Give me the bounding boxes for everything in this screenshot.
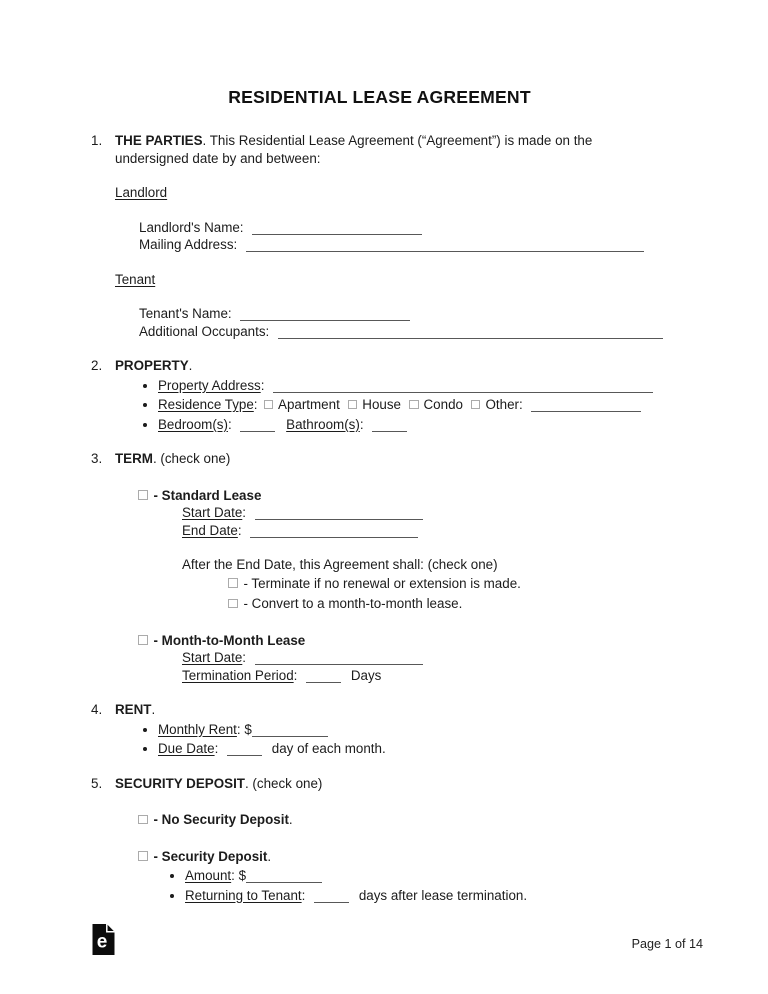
convert-option [228, 595, 668, 613]
bedroom-bathroom-row: • Bedroom(s): Bathroom(s): [158, 416, 668, 434]
section-term: 3. TERM. (check one) [91, 451, 231, 466]
section-rent: 4. RENT. [91, 702, 156, 717]
property-address-row: • Property Address: [158, 377, 668, 395]
termination-period-label: Termination Period [182, 667, 294, 683]
section-number: 3. [91, 451, 103, 466]
after-end-date-line: After the End Date, this Agreement shall: (check one) [182, 557, 498, 572]
security-deposit-option: - Security Deposit. [138, 848, 668, 866]
days-text: Days [350, 667, 382, 683]
section-property-heading: PROPERTY [115, 358, 189, 373]
tenant-name-label: Tenant's Name: [139, 306, 232, 321]
document-icon [91, 923, 116, 956]
section-number: 5. [91, 775, 103, 791]
bedrooms-label: Bedroom(s) [158, 416, 228, 432]
section-parties-intro: THE PARTIES. This Residential Lease Agreement (“Agreement”) is made on the [115, 133, 593, 148]
page-number: Page 1 of 14 [631, 937, 703, 951]
residence-type-row: • Residence Type: Apartment House Condo Other: [158, 396, 668, 414]
m2m-start-date-blank[interactable] [255, 651, 423, 665]
standard-end-date-row: End Date: [182, 522, 668, 540]
due-date-blank[interactable] [227, 742, 262, 756]
start-date-label: Start Date [182, 505, 243, 520]
section-number: 2. [91, 358, 103, 373]
deposit-amount-blank[interactable] [246, 869, 322, 883]
termination-period-row: Termination Period: Days [182, 667, 382, 683]
landlord-name-row [139, 219, 668, 237]
standard-start-date-row: Start Date: [182, 504, 668, 522]
apartment-checkbox[interactable] [264, 400, 274, 410]
section-number: 1. [91, 133, 103, 148]
other-checkbox[interactable] [471, 400, 481, 410]
returning-to-tenant-blank[interactable] [314, 889, 349, 903]
end-date-label: End Date [182, 522, 238, 538]
landlord-subheading: Landlord [115, 185, 168, 200]
standard-lease-label: - Standard Lease [153, 487, 262, 503]
mailing-address-row [139, 236, 668, 254]
termination-period-blank[interactable] [306, 669, 341, 683]
mailing-address-blank[interactable] [246, 238, 644, 252]
landlord-name-label: Landlord's Name: [139, 219, 244, 235]
convert-checkbox[interactable] [228, 599, 238, 609]
month-to-month-label: - Month-to-Month Lease [153, 632, 306, 648]
terminate-checkbox[interactable] [228, 578, 238, 588]
start-date-blank[interactable] [255, 506, 423, 520]
deposit-amount-label: Amount [185, 868, 232, 883]
no-security-deposit-label: - No Security Deposit [153, 812, 289, 827]
bathrooms-blank[interactable] [372, 418, 407, 432]
bedrooms-blank[interactable] [240, 418, 275, 432]
apartment-option-label: Apartment [278, 397, 340, 412]
other-option-label: Other: [485, 397, 523, 412]
terminate-option [228, 575, 668, 593]
security-deposit-label: - Security Deposit [153, 848, 268, 864]
returning-to-tenant-tail: days after lease termination. [358, 887, 528, 903]
end-date-blank[interactable] [250, 524, 418, 538]
month-to-month-option [138, 632, 668, 650]
property-address-label: Property Address [158, 377, 261, 393]
section-term-heading: TERM [115, 451, 153, 466]
convert-option-label: - Convert to a month-to-month lease. [243, 596, 463, 611]
house-checkbox[interactable] [348, 400, 358, 410]
section-rent-heading: RENT [115, 702, 152, 717]
landlord-name-blank[interactable] [252, 221, 422, 235]
mailing-address-label: Mailing Address: [139, 237, 238, 252]
month-to-month-checkbox[interactable] [138, 635, 148, 645]
section-parties [91, 132, 668, 167]
monthly-rent-blank[interactable] [252, 723, 328, 737]
property-address-blank[interactable] [273, 379, 653, 393]
condo-option-label: Condo [423, 397, 463, 412]
due-date-label: Due Date [158, 741, 215, 756]
section-deposit: 5. SECURITY DEPOSIT. (check one) [91, 775, 323, 791]
section-parties-heading: THE PARTIES [115, 133, 203, 148]
deposit-amount-row: • Amount: $ [185, 867, 668, 885]
additional-occupants-blank[interactable] [278, 325, 663, 339]
security-deposit-checkbox[interactable] [138, 851, 148, 861]
section-property: 2. PROPERTY. [91, 358, 193, 373]
additional-occupants-row [139, 323, 668, 341]
section-deposit-heading: SECURITY DEPOSIT [115, 775, 245, 791]
standard-lease-checkbox[interactable] [138, 490, 148, 500]
document-title: RESIDENTIAL LEASE AGREEMENT [228, 87, 531, 107]
residence-type-label: Residence Type [158, 397, 254, 412]
no-security-deposit-checkbox[interactable] [138, 815, 148, 825]
bathrooms-label: Bathroom(s) [286, 416, 360, 432]
returning-to-tenant-label: Returning to Tenant [185, 887, 302, 903]
terminate-option-label: - Terminate if no renewal or extension is made. [243, 575, 521, 591]
tenant-subheading: Tenant [115, 271, 156, 287]
tenant-name-row [139, 305, 668, 323]
monthly-rent-label: Monthly Rent [158, 721, 237, 737]
returning-to-tenant-row: • Returning to Tenant: days after lease termination. [185, 887, 668, 905]
other-residence-blank[interactable] [531, 398, 641, 412]
due-date-row: • Due Date: day of each month. [158, 740, 668, 758]
due-date-tail: day of each month. [271, 741, 386, 756]
svg-text:e: e [96, 931, 108, 953]
house-option-label: House [362, 397, 402, 412]
eforms-document-logo [91, 923, 116, 961]
no-security-deposit-option: - No Security Deposit. [138, 811, 668, 829]
tenant-name-blank[interactable] [240, 307, 410, 321]
section-number: 4. [91, 702, 103, 717]
standard-lease-option [138, 487, 668, 505]
additional-occupants-label: Additional Occupants: [139, 323, 270, 339]
m2m-start-date-row: Start Date: [182, 649, 668, 667]
m2m-start-date-label: Start Date [182, 650, 243, 665]
monthly-rent-row: • Monthly Rent: $ [158, 721, 668, 739]
condo-checkbox[interactable] [409, 400, 419, 410]
section-parties-intro-line2: undersigned date by and between: [115, 150, 321, 166]
